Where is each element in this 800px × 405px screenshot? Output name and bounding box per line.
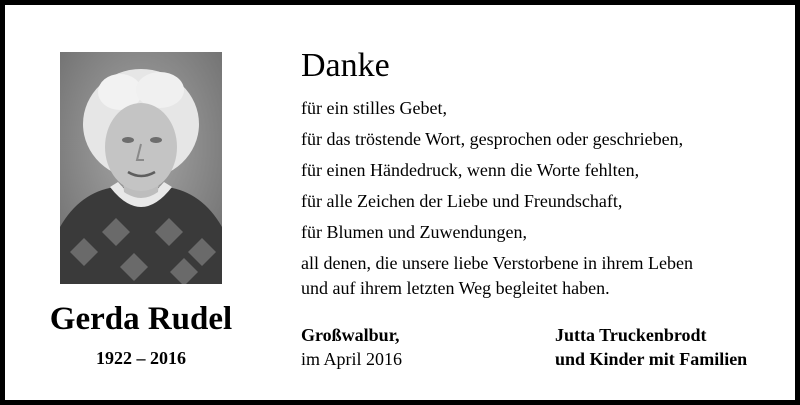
thanks-line: für alle Zeichen der Liebe und Freundschaft, bbox=[301, 191, 623, 211]
family-line-1: Jutta Truckenbrodt bbox=[555, 325, 707, 345]
life-years: 1922 – 2016 bbox=[96, 348, 186, 368]
thanks-heading: Danke bbox=[301, 47, 390, 84]
family-signature bbox=[555, 323, 747, 371]
place-date bbox=[301, 323, 402, 371]
portrait-photo bbox=[60, 52, 222, 284]
deceased-name: Gerda Rudel bbox=[49, 301, 233, 337]
thanks-line: all denen, die unsere liebe Verstorbene in ihrem Leben bbox=[301, 253, 694, 273]
thanks-line: für das tröstende Wort, gesprochen oder geschrieben, bbox=[301, 129, 684, 149]
thanks-line: für einen Händedruck, wenn die Worte fehlten, bbox=[301, 160, 640, 180]
thanks-line: für Blumen und Zuwendungen, bbox=[301, 222, 527, 242]
thanks-line: für ein stilles Gebet, bbox=[301, 98, 447, 118]
family-line-2: und Kinder mit Familien bbox=[555, 349, 748, 369]
thanks-line: und auf ihrem letzten Weg begleitet haben. bbox=[301, 278, 610, 298]
date: im April 2016 bbox=[301, 349, 403, 369]
thanks-text bbox=[301, 96, 781, 301]
portrait-illustration bbox=[60, 52, 222, 284]
town: Großwalbur, bbox=[301, 325, 400, 345]
